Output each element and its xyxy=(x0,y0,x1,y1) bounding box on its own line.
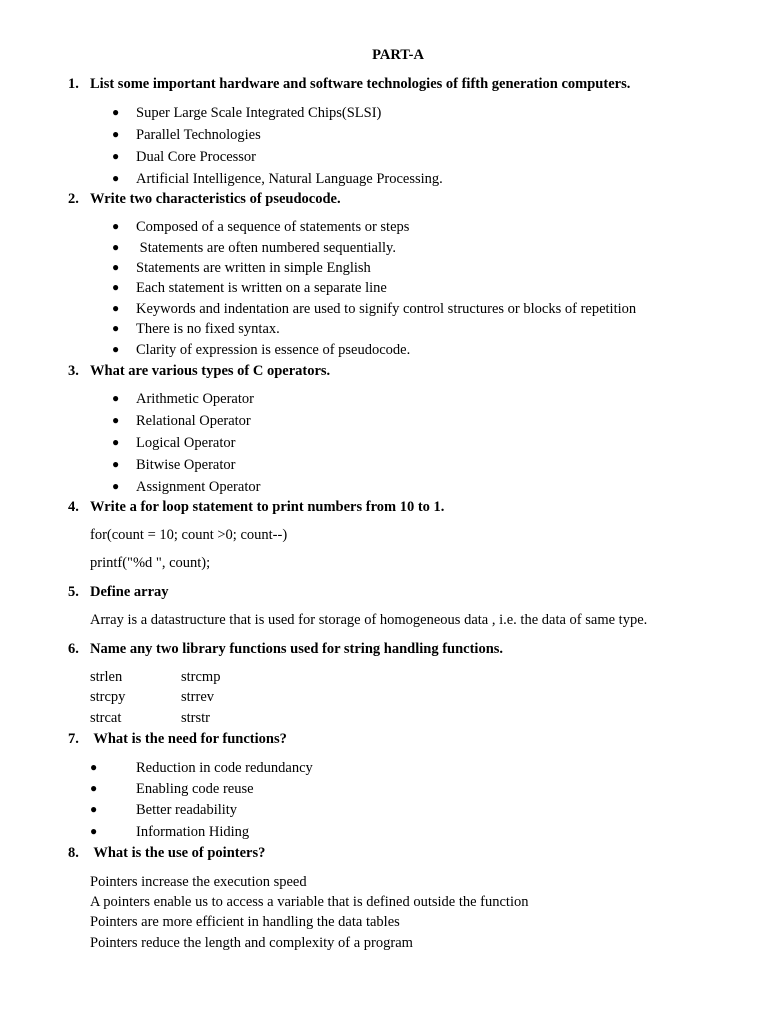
question-4 xyxy=(68,499,444,516)
list-item: ● Information Hiding xyxy=(90,824,250,840)
question-number: 1. xyxy=(68,76,79,92)
code-line: printf("%d ", count); xyxy=(90,555,211,571)
answer-line: Pointers increase the execution speed xyxy=(90,874,307,890)
code-line: for(count = 10; count >0; count--) xyxy=(90,527,288,543)
function-name: strlen xyxy=(90,669,123,685)
list-item: ● Each statement is written on a separate line xyxy=(112,280,387,296)
question-number: 5. xyxy=(68,584,79,600)
bullet-icon: ● xyxy=(112,127,120,141)
question-number: 8. xyxy=(68,845,79,861)
bullet-icon: ● xyxy=(112,391,120,405)
function-name: strcpy xyxy=(90,689,126,705)
list-item: ● Better readability xyxy=(90,802,238,818)
bullet-icon: ● xyxy=(112,149,120,163)
question-text: What is the use of pointers? xyxy=(90,845,266,861)
question-text: What is the need for functions? xyxy=(90,731,287,747)
question-text: Name any two library functions used for string handling functions. xyxy=(90,641,504,657)
function-name: strcat xyxy=(90,710,122,726)
answer-line: Pointers are more efficient in handling the data tables xyxy=(90,914,400,930)
question-number: 3. xyxy=(68,363,79,379)
bullet-icon: ● xyxy=(90,760,98,774)
question-8 xyxy=(68,845,265,862)
list-item: ● Logical Operator xyxy=(112,435,236,451)
question-7 xyxy=(68,731,287,748)
list-item: ● Assignment Operator xyxy=(112,479,261,495)
list-item: ● Statements are written in simple English xyxy=(112,260,371,276)
list-item: ● Composed of a sequence of statements or steps xyxy=(112,219,410,235)
bullet-icon: ● xyxy=(112,435,120,449)
list-item: ● There is no fixed syntax. xyxy=(112,321,280,337)
bullet-icon: ● xyxy=(112,479,120,493)
question-number: 6. xyxy=(68,641,79,657)
question-number: 7. xyxy=(68,731,79,747)
bullet-icon: ● xyxy=(112,457,120,471)
bullet-icon: ● xyxy=(112,321,120,335)
question-number: 2. xyxy=(68,191,79,207)
list-item: ● Parallel Technologies xyxy=(112,127,261,143)
function-name: strstr xyxy=(181,710,210,726)
bullet-icon: ● xyxy=(112,240,120,254)
bullet-icon: ● xyxy=(112,219,120,233)
question-text: Write two characteristics of pseudocode. xyxy=(90,191,341,207)
question-text: Write a for loop statement to print numbers from 10 to 1. xyxy=(90,499,445,515)
list-item: ● Arithmetic Operator xyxy=(112,391,254,407)
list-item: ● Clarity of expression is essence of pseudocode. xyxy=(112,342,411,358)
list-item: ● Keywords and indentation are used to signify control structures or blocks of repetition xyxy=(112,301,637,317)
question-2 xyxy=(68,191,341,208)
list-item: ● Dual Core Processor xyxy=(112,149,257,165)
bullet-icon: ● xyxy=(90,781,98,795)
list-item: ● Reduction in code redundancy xyxy=(90,760,313,776)
question-text: What are various types of C operators. xyxy=(90,363,331,379)
bullet-icon: ● xyxy=(112,171,120,185)
list-item: ● Super Large Scale Integrated Chips(SLSI) xyxy=(112,105,382,121)
question-6 xyxy=(68,641,503,658)
list-item: ● Statements are often numbered sequentially. xyxy=(112,240,396,256)
answer-line: Pointers reduce the length and complexity of a program xyxy=(90,935,413,951)
question-text: List some important hardware and software technologies of fifth generation computers. xyxy=(90,76,631,92)
bullet-icon: ● xyxy=(112,413,120,427)
list-item: ● Enabling code reuse xyxy=(90,781,254,797)
function-name: strrev xyxy=(181,689,215,705)
bullet-icon: ● xyxy=(112,280,120,294)
question-text: Define array xyxy=(90,584,169,600)
bullet-icon: ● xyxy=(112,105,120,119)
bullet-icon: ● xyxy=(112,301,120,315)
bullet-icon: ● xyxy=(90,824,98,838)
list-item: ● Bitwise Operator xyxy=(112,457,236,473)
question-5 xyxy=(68,584,169,601)
bullet-icon: ● xyxy=(112,260,120,274)
function-name: strcmp xyxy=(181,669,221,685)
list-item: ● Artificial Intelligence, Natural Language Processing. xyxy=(112,171,443,187)
answer-line: A pointers enable us to access a variable that is defined outside the function xyxy=(90,894,529,910)
bullet-icon: ● xyxy=(90,802,98,816)
question-3 xyxy=(68,363,330,380)
page-title: PART-A xyxy=(372,47,424,63)
list-item: ● Relational Operator xyxy=(112,413,251,429)
answer-text: Array is a datastructure that is used for storage of homogeneous data , i.e. the data of same type. xyxy=(90,612,648,628)
question-number: 4. xyxy=(68,499,79,515)
bullet-icon: ● xyxy=(112,342,120,356)
question-1 xyxy=(68,76,630,93)
